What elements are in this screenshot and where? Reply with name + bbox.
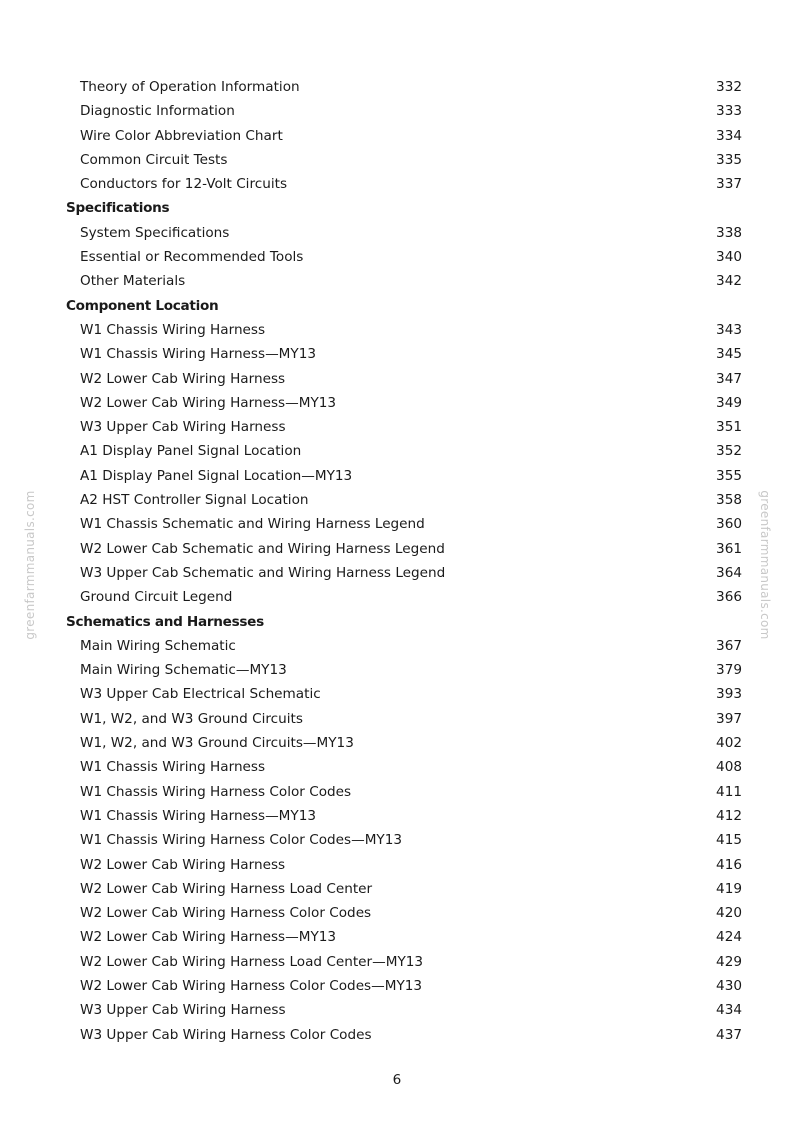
toc-entry-title: W2 Lower Cab Wiring Harness—MY13 (80, 929, 337, 946)
toc-heading-title: Specifications (66, 200, 170, 217)
toc-entry[interactable] (0, 634, 794, 658)
toc-entry-page: 367 (716, 637, 742, 654)
toc-entry-title: Theory of Operation Information (80, 79, 300, 95)
toc-entry[interactable] (0, 804, 794, 828)
toc-entry-page: 411 (716, 783, 742, 800)
toc-entry-title: A1 Display Panel Signal Location (80, 443, 302, 460)
toc-entry-page: 437 (716, 1026, 742, 1043)
toc-section-heading[interactable] (0, 196, 794, 220)
toc-entry-page: 335 (716, 151, 742, 168)
toc-entry-page: 420 (716, 905, 742, 922)
toc-entry[interactable] (0, 99, 794, 123)
toc-entry-page: 340 (716, 249, 742, 266)
toc-entry-title: W3 Upper Cab Schematic and Wiring Harness Legend (80, 564, 446, 581)
toc-entry-page: 408 (716, 759, 742, 776)
toc-entry-page: 361 (716, 540, 742, 557)
toc-entry-title: W3 Upper Cab Electrical Schematic (80, 686, 321, 703)
toc-entry-title: W1, W2, and W3 Ground Circuits (80, 710, 303, 727)
toc-entry-title: A2 HST Controller Signal Location (80, 492, 309, 509)
toc-entry[interactable] (0, 682, 794, 706)
toc-entry[interactable] (0, 901, 794, 925)
toc-entry-page: 379 (716, 662, 742, 679)
toc-entry-page: 402 (716, 735, 742, 752)
toc-entry-page: 358 (716, 492, 742, 509)
toc-entry-page: 416 (716, 856, 742, 873)
toc-heading-title: Schematics and Harnesses (66, 613, 264, 630)
toc-heading-title: Component Location (66, 297, 219, 314)
toc-entry[interactable] (0, 318, 794, 342)
toc-entry[interactable] (0, 415, 794, 439)
toc-entry-page: 342 (716, 273, 742, 290)
toc-entry-page: 419 (716, 880, 742, 897)
toc-entry[interactable] (0, 367, 794, 391)
toc-entry-title: W2 Lower Cab Schematic and Wiring Harness Legend (80, 540, 445, 557)
toc-entry[interactable] (0, 148, 794, 172)
toc-entry-page: 352 (716, 443, 742, 460)
toc-entry-title: W2 Lower Cab Wiring Harness Load Center—MY13 (80, 953, 424, 970)
toc-entry-title: W2 Lower Cab Wiring Harness Color Codes—MY13 (80, 977, 423, 994)
toc-entry[interactable] (0, 221, 794, 245)
toc-entry-page: 338 (716, 224, 742, 241)
toc-entry-page: 332 (716, 79, 742, 95)
toc-entry-title: Wire Color Abbreviation Chart (80, 127, 283, 144)
toc-entry-page: 347 (716, 370, 742, 387)
toc-entry-title: Conductors for 12-Volt Circuits (80, 176, 288, 193)
toc-entry-title: Main Wiring Schematic (80, 637, 236, 654)
toc-entry-title: W2 Lower Cab Wiring Harness (80, 370, 286, 387)
toc-entry-title: Common Circuit Tests (80, 151, 228, 168)
toc-entry[interactable] (0, 585, 794, 609)
toc-entry-title: W1 Chassis Wiring Harness Color Codes—MY13 (80, 832, 403, 849)
toc-entry[interactable] (0, 707, 794, 731)
toc-entry[interactable] (0, 124, 794, 148)
toc-entry-title: W1 Chassis Wiring Harness Color Codes (80, 783, 352, 800)
toc-entry-title: Main Wiring Schematic—MY13 (80, 662, 287, 679)
watermark-left: greenfarmmanuals.com (23, 490, 37, 640)
toc-entry[interactable] (0, 464, 794, 488)
toc-entry[interactable] (0, 755, 794, 779)
toc-entry-page: 334 (716, 127, 742, 144)
toc-entry[interactable] (0, 950, 794, 974)
toc-entry-title: W3 Upper Cab Wiring Harness Color Codes (80, 1026, 372, 1043)
toc-entry[interactable] (0, 172, 794, 196)
toc-section-heading[interactable] (0, 610, 794, 634)
toc-entry-title: W1 Chassis Schematic and Wiring Harness Legend (80, 516, 425, 533)
toc-entry[interactable] (0, 537, 794, 561)
toc-entry-title: W1 Chassis Wiring Harness (80, 759, 266, 776)
toc-entry-page: 333 (716, 103, 742, 120)
toc-entry-title: A1 Display Panel Signal Location—MY13 (80, 467, 353, 484)
toc-entry[interactable] (0, 731, 794, 755)
toc-entry-title: W2 Lower Cab Wiring Harness (80, 856, 286, 873)
toc-entry[interactable] (0, 974, 794, 998)
toc-entry[interactable] (0, 75, 794, 99)
toc-entry-page: 393 (716, 686, 742, 703)
toc-entry-title: W2 Lower Cab Wiring Harness Color Codes (80, 905, 372, 922)
toc-entry-page: 351 (716, 419, 742, 436)
toc-entry-page: 345 (716, 346, 742, 363)
toc-entry[interactable] (0, 998, 794, 1022)
toc-entry[interactable] (0, 780, 794, 804)
toc-entry[interactable] (0, 391, 794, 415)
toc-entry[interactable] (0, 561, 794, 585)
toc-entry-page: 434 (716, 1002, 742, 1019)
toc-entry-title: W2 Lower Cab Wiring Harness—MY13 (80, 394, 337, 411)
page-number: 6 (392, 1072, 402, 1088)
toc-entry[interactable] (0, 925, 794, 949)
toc-entry-page: 343 (716, 321, 742, 338)
toc-entry[interactable] (0, 658, 794, 682)
toc-entry[interactable] (0, 488, 794, 512)
toc-entry-page: 349 (716, 394, 742, 411)
watermark-right: greenfarmmanuals.com (758, 490, 772, 640)
toc-entry-title: W1 Chassis Wiring Harness—MY13 (80, 807, 317, 824)
toc-entry-title: W1 Chassis Wiring Harness—MY13 (80, 346, 317, 363)
toc-entry-title: Ground Circuit Legend (80, 589, 233, 606)
toc-entry[interactable] (0, 877, 794, 901)
table-of-contents (0, 75, 794, 1047)
toc-entry-page: 360 (716, 516, 742, 533)
toc-entry-title: W3 Upper Cab Wiring Harness (80, 419, 286, 436)
toc-entry-page: 364 (716, 564, 742, 581)
toc-entry-title: W3 Upper Cab Wiring Harness (80, 1002, 286, 1019)
toc-entry-page: 355 (716, 467, 742, 484)
toc-entry[interactable] (0, 245, 794, 269)
toc-entry-title: W2 Lower Cab Wiring Harness Load Center (80, 880, 373, 897)
toc-entry-page: 337 (716, 176, 742, 193)
toc-entry-page: 412 (716, 807, 742, 824)
toc-entry-page: 429 (716, 953, 742, 970)
toc-entry-page: 415 (716, 832, 742, 849)
toc-entry[interactable] (0, 512, 794, 536)
toc-entry-page: 397 (716, 710, 742, 727)
toc-entry[interactable] (0, 828, 794, 852)
toc-entry-title: W1, W2, and W3 Ground Circuits—MY13 (80, 735, 354, 752)
toc-entry[interactable] (0, 342, 794, 366)
toc-entry-page: 366 (716, 589, 742, 606)
toc-entry-page: 430 (716, 977, 742, 994)
toc-entry-title: System Specifications (80, 224, 230, 241)
toc-entry[interactable] (0, 439, 794, 463)
toc-entry[interactable] (0, 269, 794, 293)
toc-entry-page: 424 (716, 929, 742, 946)
toc-entry-title: W1 Chassis Wiring Harness (80, 321, 266, 338)
toc-entry-title: Essential or Recommended Tools (80, 249, 304, 266)
toc-entry-title: Other Materials (80, 273, 186, 290)
toc-entry-title: Diagnostic Information (80, 103, 235, 120)
toc-section-heading[interactable] (0, 294, 794, 318)
toc-entry[interactable] (0, 853, 794, 877)
toc-entry[interactable] (0, 1023, 794, 1047)
